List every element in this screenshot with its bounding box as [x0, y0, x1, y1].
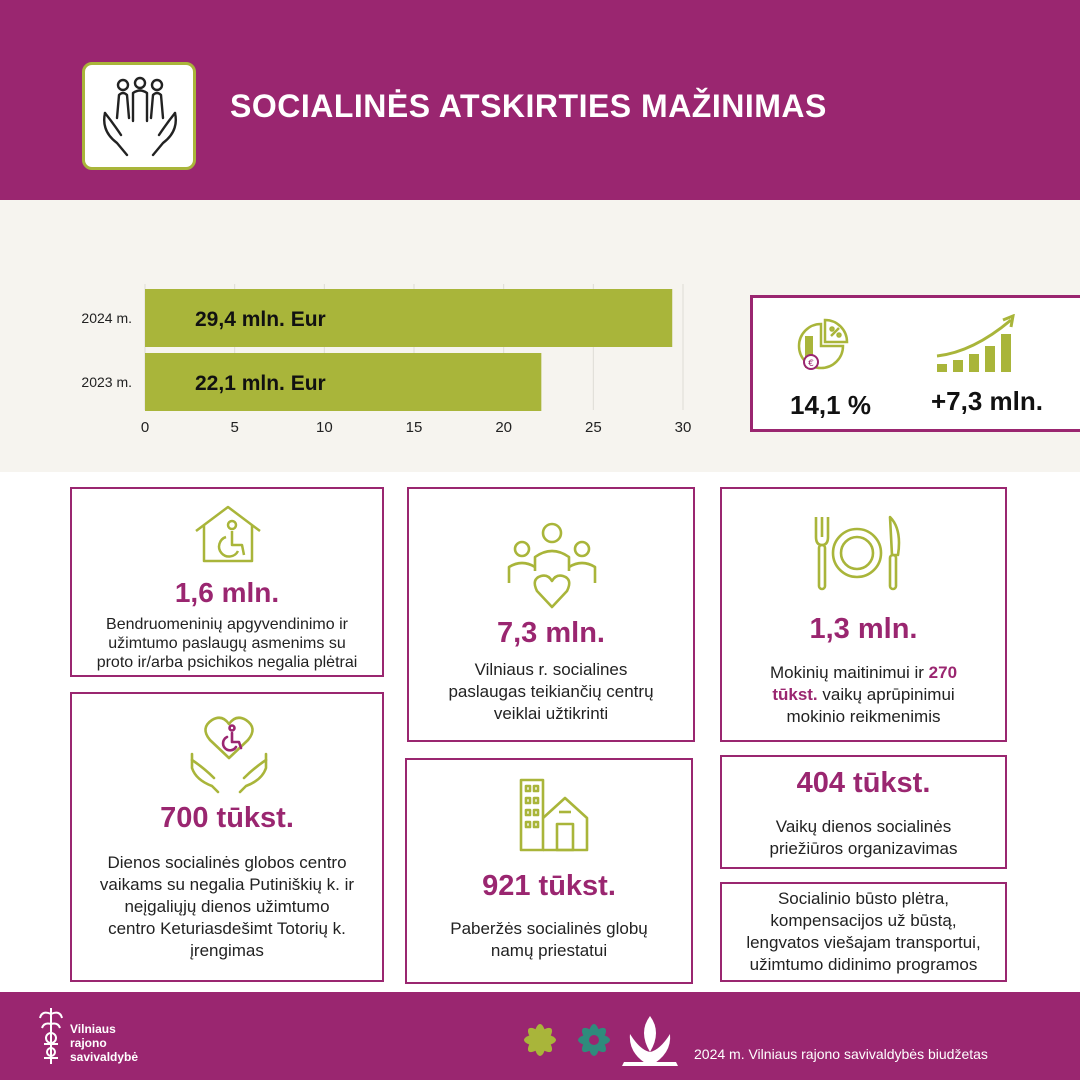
bar-data-label: 29,4 mln. Eur — [195, 308, 326, 331]
children-value: 404 tūkst. — [796, 767, 931, 799]
municipality-logo-icon — [36, 1004, 66, 1068]
cutlery-plate-icon — [810, 515, 904, 591]
footer-band — [0, 992, 1080, 1080]
housing-desc: Bendruomeninių apgyvendinimo ir užimtumo paslaugų asmenims su proto ir/arba psichikos negalia plėtrai — [96, 616, 358, 671]
daycare-desc: Dienos socialinės globos centro vaikams su negalia Putiniškių k. ir neįgaliųjų dienos užimtumo centro Keturiasdešimt Totorių k. įrengimas — [99, 853, 355, 960]
nursing-value: 921 tūkst. — [482, 870, 616, 902]
x-tick-label: 0 — [140, 419, 150, 436]
percent-value: 14,1 % — [790, 390, 871, 420]
meals-desc: Mokinių maitinimui ir 270 tūkst. vaikų aprūpinimui mokinio reikmenimis — [769, 663, 958, 726]
budget-share-chart-icon — [791, 316, 861, 376]
children-desc: Vaikų dienos socialinės priežiūros organizavimas — [769, 817, 958, 858]
header-band — [0, 0, 1080, 200]
card-children — [720, 755, 1007, 869]
programs-desc: Socialinio būsto plėtra, kompensacijos už būstą, lengvatos viešajam transportui, užimtumo didinimo programos — [746, 889, 981, 974]
family-care-icon — [95, 73, 185, 163]
community-heart-icon — [507, 521, 597, 611]
footer-logo-text: Vilniaus rajono savivaldybė — [70, 1022, 139, 1064]
daycare-value: 700 tūkst. — [160, 802, 294, 834]
decorative-flowers-icon — [510, 1010, 680, 1070]
growth-chart-icon — [933, 314, 1018, 376]
accessible-home-icon — [192, 503, 264, 565]
bar-data-label: 22,1 mln. Eur — [195, 372, 326, 395]
stat-box — [750, 295, 1080, 432]
card-nursing — [405, 758, 693, 984]
category-label: 2024 m. — [81, 310, 132, 326]
footer-caption: 2024 m. Vilniaus rajono savivaldybės biudžetas — [694, 1046, 988, 1062]
care-hands-accessibility-icon — [188, 708, 270, 794]
x-tick-label: 15 — [405, 419, 423, 436]
x-tick-label: 5 — [230, 419, 239, 436]
housing-value: 1,6 mln. — [174, 577, 280, 608]
buildings-icon — [515, 778, 591, 852]
x-tick-label: 30 — [674, 419, 692, 436]
x-tick-label: 25 — [584, 419, 602, 436]
increase-value: +7,3 mln. — [931, 386, 1043, 416]
centers-desc: Vilniaus r. socialines paslaugas teikiančių centrų veiklai užtikrinti — [448, 660, 654, 723]
meals-value: 1,3 mln. — [809, 613, 918, 645]
x-tick-label: 20 — [495, 419, 513, 436]
card-programs — [720, 882, 1007, 982]
card-meals — [720, 487, 1007, 742]
card-daycare — [70, 692, 384, 982]
card-centers — [407, 487, 695, 742]
header-icon-box — [82, 62, 196, 170]
nursing-desc: Paberžės socialinės globų namų priestatui — [450, 919, 648, 960]
x-tick-label: 10 — [315, 419, 333, 436]
page-title: SOCIALINĖS ATSKIRTIES MAŽINIMAS — [230, 88, 827, 124]
card-housing — [70, 487, 384, 677]
svg-text:€: € — [808, 359, 814, 369]
centers-value: 7,3 mln. — [497, 617, 605, 649]
category-label: 2023 m. — [81, 374, 132, 390]
budget-bar-chart — [0, 200, 720, 472]
